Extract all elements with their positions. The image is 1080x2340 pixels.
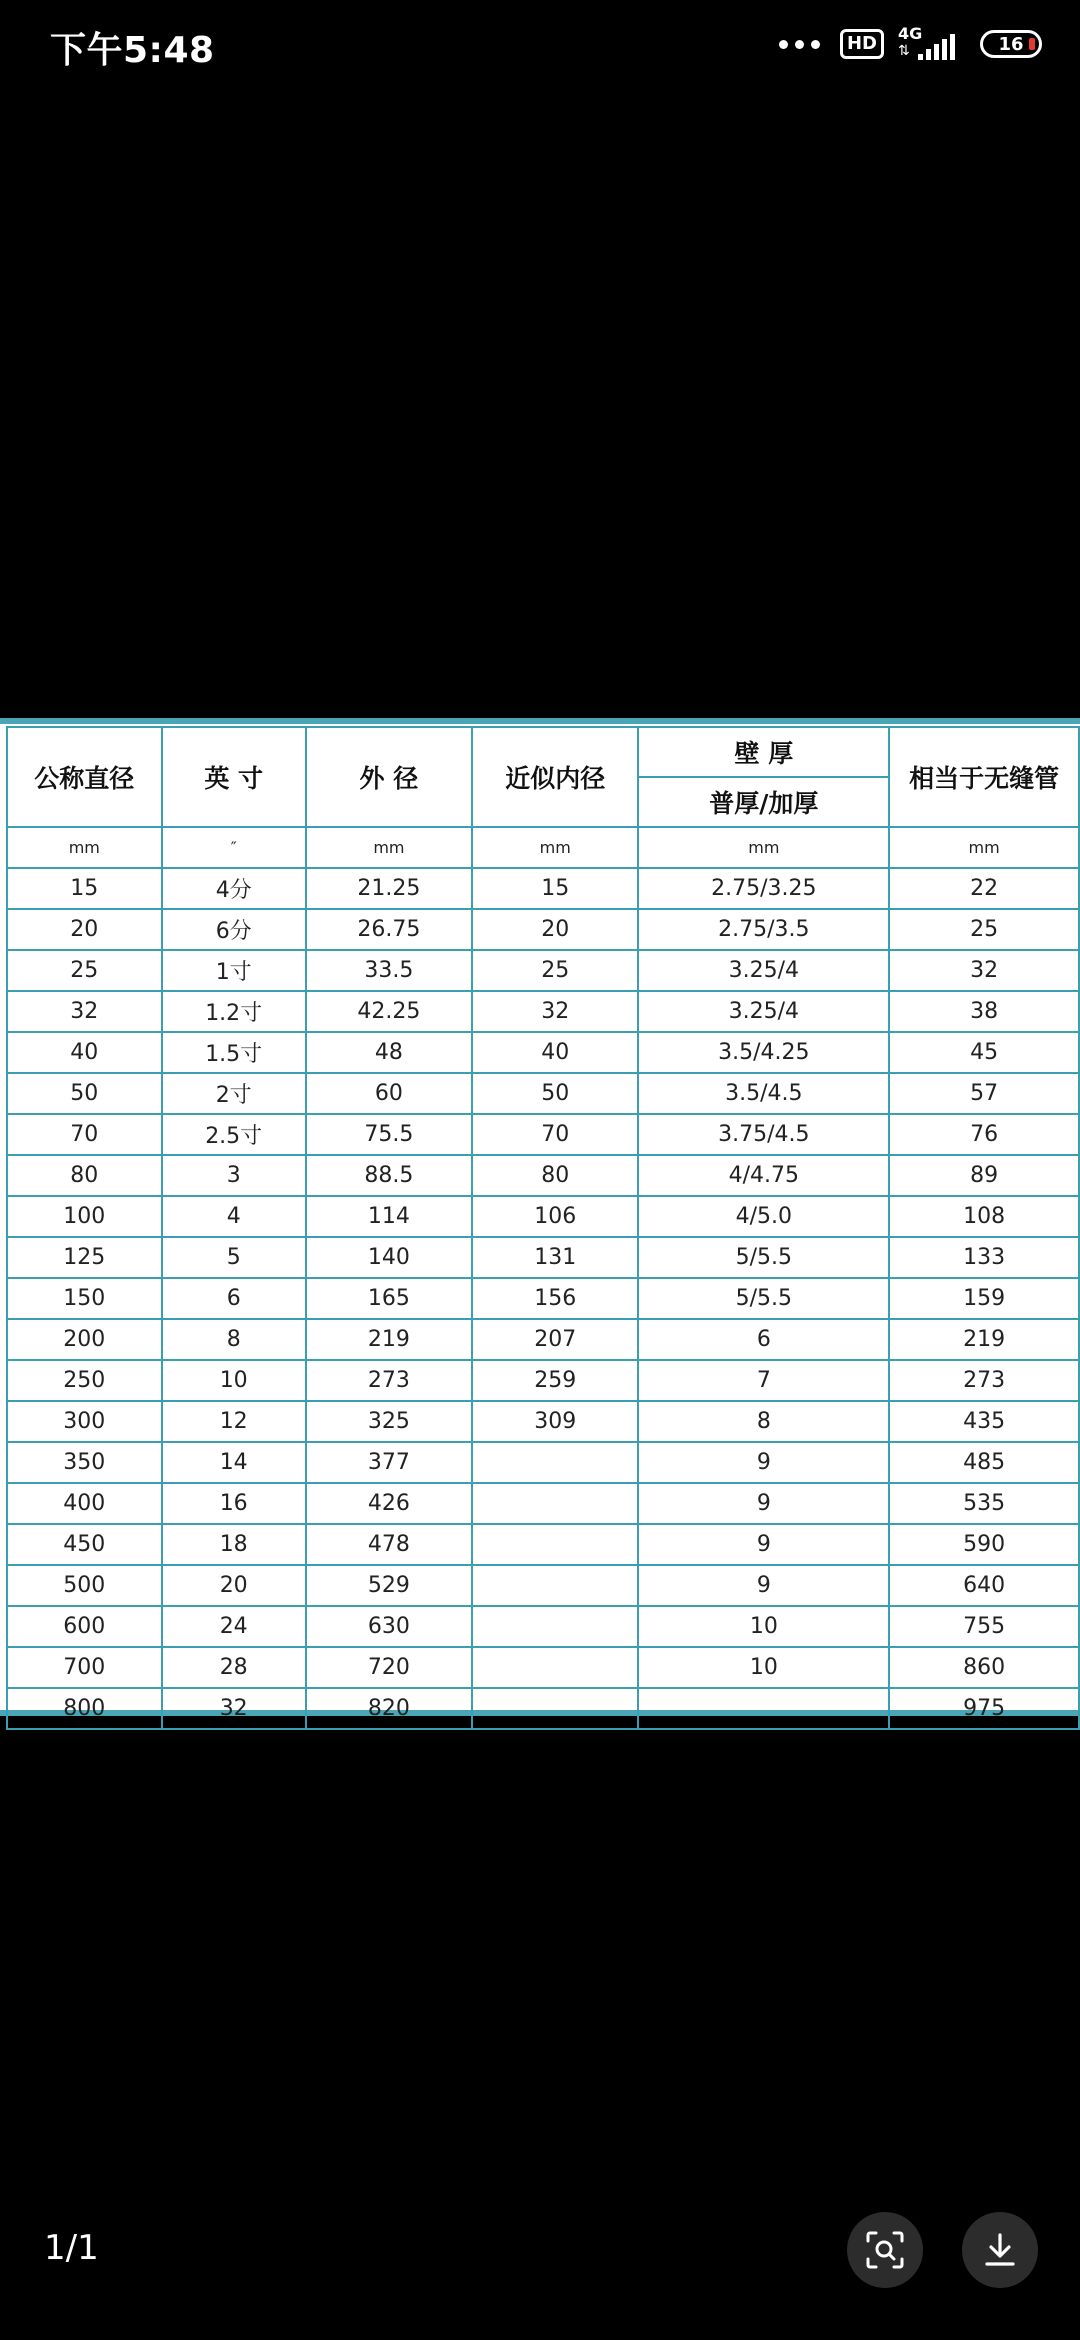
more-notifications-icon [779, 40, 820, 49]
signal-bars-icon [918, 34, 955, 60]
table-cell: 32 [472, 991, 638, 1032]
table-cell: 5/5.5 [638, 1237, 889, 1278]
table-cell: 24 [162, 1606, 306, 1647]
unit-cell: mm [889, 827, 1079, 868]
table-row [7, 1155, 1079, 1196]
header-outer-diameter: 外 径 [306, 727, 472, 827]
table-cell: 70 [7, 1114, 162, 1155]
table-cell: 80 [7, 1155, 162, 1196]
header-wall-thickness: 壁 厚 [638, 727, 889, 777]
table-cell: 76 [889, 1114, 1079, 1155]
table-cell: 32 [889, 950, 1079, 991]
table-row [7, 1237, 1079, 1278]
table-cell: 4分 [162, 868, 306, 909]
table-row [7, 1360, 1079, 1401]
table-cell: 48 [306, 1032, 472, 1073]
table-row [7, 868, 1079, 909]
hd-voice-icon: HD [840, 29, 884, 59]
table-cell: 250 [7, 1360, 162, 1401]
network-type-label: 4G [898, 24, 923, 43]
table-cell: 25 [7, 950, 162, 991]
status-time: 下午5:48 [50, 30, 215, 71]
table-row [7, 1278, 1079, 1319]
table-cell: 5 [162, 1237, 306, 1278]
table-cell: 400 [7, 1483, 162, 1524]
table-cell [472, 1442, 638, 1483]
table-unit-row [7, 827, 1079, 868]
table-cell: 32 [162, 1688, 306, 1729]
table-cell: 4/4.75 [638, 1155, 889, 1196]
table-row [7, 950, 1079, 991]
table-cell: 3.5/4.25 [638, 1032, 889, 1073]
table-cell: 200 [7, 1319, 162, 1360]
table-cell: 4/5.0 [638, 1196, 889, 1237]
table-cell [472, 1688, 638, 1729]
table-cell: 8 [638, 1401, 889, 1442]
table-row [7, 1032, 1079, 1073]
table-cell: 33.5 [306, 950, 472, 991]
table-cell: 38 [889, 991, 1079, 1032]
table-cell: 8 [162, 1319, 306, 1360]
table-row [7, 1319, 1079, 1360]
table-cell: 22 [889, 868, 1079, 909]
table-cell: 755 [889, 1606, 1079, 1647]
table-cell: 45 [889, 1032, 1079, 1073]
table-cell: 25 [472, 950, 638, 991]
table-row [7, 1524, 1079, 1565]
unit-cell: mm [638, 827, 889, 868]
table-cell: 350 [7, 1442, 162, 1483]
header-approx-inner-diameter: 近似内径 [472, 727, 638, 827]
table-cell: 2寸 [162, 1073, 306, 1114]
download-icon [979, 2229, 1021, 2271]
table-cell: 60 [306, 1073, 472, 1114]
table-cell: 309 [472, 1401, 638, 1442]
table-cell: 9 [638, 1442, 889, 1483]
table-cell: 42.25 [306, 991, 472, 1032]
table-cell: 6分 [162, 909, 306, 950]
table-cell: 500 [7, 1565, 162, 1606]
table-cell: 106 [472, 1196, 638, 1237]
table-cell: 7 [638, 1360, 889, 1401]
table-cell: 50 [7, 1073, 162, 1114]
table-cell: 9 [638, 1483, 889, 1524]
table-row [7, 1114, 1079, 1155]
table-cell: 26.75 [306, 909, 472, 950]
table-cell: 800 [7, 1688, 162, 1729]
table-cell: 40 [472, 1032, 638, 1073]
table-cell: 435 [889, 1401, 1079, 1442]
table-cell: 529 [306, 1565, 472, 1606]
table-cell: 133 [889, 1237, 1079, 1278]
table-cell: 40 [7, 1032, 162, 1073]
table-row [7, 1606, 1079, 1647]
table-cell [638, 1688, 889, 1729]
table-cell: 80 [472, 1155, 638, 1196]
table-cell: 5/5.5 [638, 1278, 889, 1319]
table-cell: 1.2寸 [162, 991, 306, 1032]
unit-cell: ″ [162, 827, 306, 868]
table-cell: 426 [306, 1483, 472, 1524]
table-cell: 207 [472, 1319, 638, 1360]
table-cell: 3.75/4.5 [638, 1114, 889, 1155]
cellular-signal-icon [898, 26, 960, 62]
table-cell: 12 [162, 1401, 306, 1442]
download-button[interactable] [962, 2212, 1038, 2288]
table-cell: 2.75/3.5 [638, 909, 889, 950]
table-cell: 150 [7, 1278, 162, 1319]
table-cell: 975 [889, 1688, 1079, 1729]
table-cell: 485 [889, 1442, 1079, 1483]
table-row [7, 991, 1079, 1032]
table-cell: 159 [889, 1278, 1079, 1319]
status-icons [779, 26, 1042, 62]
unit-cell: mm [7, 827, 162, 868]
unit-cell: mm [472, 827, 638, 868]
table-cell [472, 1524, 638, 1565]
header-wall-thickness-sub: 普厚/加厚 [638, 777, 889, 827]
table-cell: 2.5寸 [162, 1114, 306, 1155]
image-content [0, 718, 1080, 1721]
table-cell: 70 [472, 1114, 638, 1155]
table-row [7, 1688, 1079, 1729]
table-cell: 16 [162, 1483, 306, 1524]
table-cell: 535 [889, 1483, 1079, 1524]
table-cell: 1寸 [162, 950, 306, 991]
table-row [7, 909, 1079, 950]
data-activity-icon: ⇅ [898, 43, 910, 59]
table-row [7, 1483, 1079, 1524]
battery-level: 16 [998, 33, 1024, 55]
table-row [7, 1401, 1079, 1442]
table-cell: 860 [889, 1647, 1079, 1688]
table-cell: 32 [7, 991, 162, 1032]
table-cell: 88.5 [306, 1155, 472, 1196]
table-cell: 75.5 [306, 1114, 472, 1155]
table-cell: 219 [889, 1319, 1079, 1360]
table-cell: 377 [306, 1442, 472, 1483]
table-cell: 9 [638, 1565, 889, 1606]
table-cell: 18 [162, 1524, 306, 1565]
table-cell [472, 1606, 638, 1647]
table-cell: 131 [472, 1237, 638, 1278]
table-cell: 15 [7, 868, 162, 909]
table-cell: 273 [889, 1360, 1079, 1401]
table-cell: 25 [889, 909, 1079, 950]
table-row [7, 1565, 1079, 1606]
table-cell: 10 [638, 1606, 889, 1647]
table-cell: 259 [472, 1360, 638, 1401]
table-cell: 20 [472, 909, 638, 950]
page-indicator: 1/1 [44, 2228, 99, 2268]
table-cell: 156 [472, 1278, 638, 1319]
header-nominal-diameter: 公称直径 [7, 727, 162, 827]
pipe-spec-table [6, 726, 1080, 1730]
table-cell: 478 [306, 1524, 472, 1565]
table-cell: 3 [162, 1155, 306, 1196]
battery-low-indicator [1029, 38, 1035, 50]
table-cell: 108 [889, 1196, 1079, 1237]
table-cell: 720 [306, 1647, 472, 1688]
table-row [7, 1647, 1079, 1688]
table-cell: 125 [7, 1237, 162, 1278]
table-cell: 3.5/4.5 [638, 1073, 889, 1114]
table-row [7, 1196, 1079, 1237]
table-cell: 630 [306, 1606, 472, 1647]
image-search-icon [864, 2229, 906, 2271]
header-equiv-seamless: 相当于无缝管 [889, 727, 1079, 827]
table-cell: 2.75/3.25 [638, 868, 889, 909]
table-cell: 114 [306, 1196, 472, 1237]
table-cell: 6 [638, 1319, 889, 1360]
table-cell: 15 [472, 868, 638, 909]
table-cell [472, 1647, 638, 1688]
table-cell: 3.25/4 [638, 950, 889, 991]
table-cell: 6 [162, 1278, 306, 1319]
table-cell: 57 [889, 1073, 1079, 1114]
status-bar [0, 0, 1080, 92]
table-cell: 20 [7, 909, 162, 950]
table-cell: 273 [306, 1360, 472, 1401]
table-cell: 640 [889, 1565, 1079, 1606]
table-cell: 700 [7, 1647, 162, 1688]
table-row [7, 1442, 1079, 1483]
table-cell: 1.5寸 [162, 1032, 306, 1073]
table-cell: 89 [889, 1155, 1079, 1196]
header-inch: 英 寸 [162, 727, 306, 827]
image-search-button[interactable] [847, 2212, 923, 2288]
table-cell: 28 [162, 1647, 306, 1688]
table-cell: 219 [306, 1319, 472, 1360]
table-cell: 300 [7, 1401, 162, 1442]
unit-cell: mm [306, 827, 472, 868]
table-cell: 600 [7, 1606, 162, 1647]
table-cell: 10 [162, 1360, 306, 1401]
table-cell: 100 [7, 1196, 162, 1237]
table-cell [472, 1483, 638, 1524]
table-cell [472, 1565, 638, 1606]
table-cell: 325 [306, 1401, 472, 1442]
table-cell: 20 [162, 1565, 306, 1606]
table-cell: 165 [306, 1278, 472, 1319]
table-cell: 14 [162, 1442, 306, 1483]
table-cell: 450 [7, 1524, 162, 1565]
table-cell: 9 [638, 1524, 889, 1565]
table-cell: 50 [472, 1073, 638, 1114]
table-cell: 140 [306, 1237, 472, 1278]
table-cell: 10 [638, 1647, 889, 1688]
table-cell: 4 [162, 1196, 306, 1237]
table-header-row [7, 727, 1079, 777]
table-cell: 820 [306, 1688, 472, 1729]
table-cell: 3.25/4 [638, 991, 889, 1032]
table-row [7, 1073, 1079, 1114]
battery-icon [980, 30, 1042, 58]
table-cell: 590 [889, 1524, 1079, 1565]
table-cell: 21.25 [306, 868, 472, 909]
